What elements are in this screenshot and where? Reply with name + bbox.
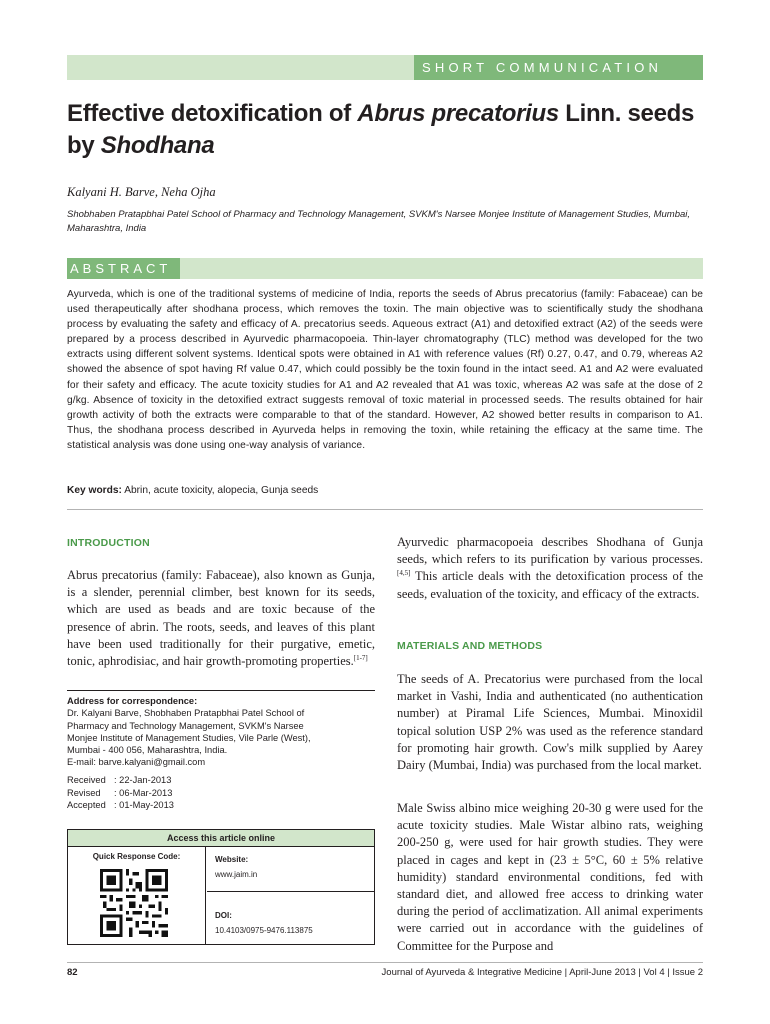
- abstract-bar: [67, 258, 703, 279]
- doi-link[interactable]: 10.4103/0975-9476.113875: [215, 926, 313, 935]
- correspondence-email[interactable]: E-mail: barve.kalyani@gmail.com: [67, 757, 206, 768]
- keywords: [67, 485, 318, 496]
- received-label: Received: [67, 775, 106, 785]
- affiliation: Shobhaben Pratapbhai Patel School of Pharmacy and Technology Management, SVKM's Narsee Monjee Institute of Management Studies, Mumbai, Maharashtra, India: [67, 209, 691, 234]
- dates-block: [67, 774, 174, 812]
- correspondence-block: [67, 695, 375, 769]
- journal-footer: Journal of Ayurveda & Integrative Medicine | April-June 2013 | Vol 4 | Issue 2: [381, 967, 703, 978]
- correspondence-line: Mumbai - 400 056, Maharashtra, India.: [67, 745, 228, 756]
- footer-rule: [67, 962, 703, 963]
- section-label: SHORT COMMUNICATION: [414, 55, 703, 80]
- correspondence-heading: Address for correspondence:: [67, 696, 198, 706]
- intro2-text-a: Ayurvedic pharmacopoeia describes Shodhana of Gunja seeds, which refers to its purification by various processes.: [397, 535, 703, 567]
- correspondence-line: Dr. Kalyani Barve, Shobhaben Pratapbhai Patel School of: [67, 708, 305, 719]
- divider: [67, 509, 703, 510]
- access-divider: [207, 891, 374, 892]
- introduction-paragraph: [67, 567, 375, 670]
- qr-panel: [68, 847, 206, 944]
- abstract-text: [67, 287, 703, 453]
- qr-label: Quick Response Code:: [92, 852, 181, 861]
- intro2-citation: [4,5]: [397, 569, 411, 578]
- accepted-label: Accepted: [67, 800, 106, 810]
- intro-text: Abrus precatorius (family: Fabaceae), also known as Gunja, is a slender, perennial climber, best known for its seeds, which are used as beads and are toxic because of the presence of abrin. The roots, seeds, and leaves of this plant have been used traditionally for their purgative, emetic, tonic, aphrodisiac, and hair growth-promoting properties.: [67, 568, 375, 669]
- section-banner: [67, 55, 703, 80]
- abstract-paragraph: Ayurveda, which is one of the traditional systems of medicine of India, reports the seeds of Abrus precatorius (family: Fabaceae) can be used therapeutically after shodhana process, which removes the toxin. The main objective was to scientifically study the shodhana process by evaluating the safety and efficacy of A. precatorius seeds. Aqueous extract (A1) and detoxified extract (A2) of the seeds were prepared by a process described in Ayurvedic pharmacopoeia. Thin-layer chromatography (TLC) method was developed for the two extracts using different solvent systems. Identical spots were obtained in A1 with reference values (Rf) 0.27, 0.47, and 0.79, whereas A2 showed the absence of spot having Rf value 0.47, which could possibly be the toxin found in the intact seed. A1 and A2 were evaluated for their safety and efficacy. The acute toxicity studies for A1 and A2 revealed that A1 was toxic, whereas A2 was safe at the dose of 2 g/kg. Absence of toxicity in the detoxified extract suggests removal of toxic material in processed seeds. The results obtained for hair growth activity of both the extracts were comparable to that of the standard. However, A2 showed better results in comparison to A1. Thus, the shodhana process described in Ayurveda helps in removing the toxin, while retaining the efficacy at the same time. The statistical analysis was done using one-way analysis of variance.: [67, 289, 703, 451]
- title-species: Abrus precatorius: [357, 100, 559, 127]
- keywords-value: Abrin, acute toxicity, alopecia, Gunja seeds: [124, 485, 319, 496]
- revised-date: : 06-Mar-2013: [114, 787, 173, 798]
- title-part-2: Linn. seeds by: [67, 100, 695, 159]
- revised-row: [67, 787, 174, 800]
- received-row: [67, 774, 174, 787]
- correspondence-line: Monjee Institute of Management Studies, Vile Parle (West),: [67, 732, 311, 743]
- correspondence-line: Pharmacy and Technology Management, SVKM's Narsee: [67, 720, 304, 731]
- revised-label: Revised: [67, 787, 101, 798]
- introduction-paragraph-2: [397, 534, 703, 603]
- abstract-label: ABSTRACT: [67, 258, 180, 279]
- title-part-1: Effective detoxification of: [67, 100, 358, 127]
- article-title: [67, 98, 707, 162]
- keywords-label: Key words:: [67, 485, 122, 496]
- methods-paragraph-2: Male Swiss albino mice weighing 20-30 g were used for the acute toxicity studies. Male Wistar albino rats, weighing 200-250 g, were used for hair growth studies. They were placed in cages and kept in (23 ± 5°C, 60 ± 5% relative humidity) standard environmental conditions, fed with standard diet, and allowed free access to drinking water during the period of acclimatization. All animal experiments were carried out in accordance with the guidelines of Committee for the Purpose and: [397, 801, 703, 953]
- access-heading: Access this article online: [68, 830, 374, 847]
- page-number: 82: [67, 967, 78, 978]
- correspondence-rule: [67, 690, 375, 691]
- website-link[interactable]: www.jaim.in: [215, 870, 258, 879]
- intro2-text-b: This article deals with the detoxification process of the seeds, evaluation of the toxicity, and efficacy of the extracts.: [397, 569, 703, 601]
- methods-heading: MATERIALS AND METHODS: [397, 640, 543, 652]
- title-method: Shodhana: [100, 132, 215, 159]
- methods-paragraph-1: The seeds of A. Precatorius were purchased from the local market in Vashi, India and authenticated (no authentication number) at Piramal Life Sciences, Mumbai. Minoxidil topical solution USP 2% was used as the reference standard for promoting hair growth. Cow's milk supplied by Aarey Dairy (Mumbai, India) was purchased from the local market.: [397, 672, 703, 773]
- accepted-row: [67, 799, 174, 812]
- access-box: [67, 829, 375, 945]
- website-label: Website:: [215, 855, 249, 864]
- accepted-date: : 01-May-2013: [114, 800, 174, 810]
- authors: Kalyani H. Barve, Neha Ojha: [67, 185, 216, 199]
- doi-label: DOI:: [215, 911, 232, 920]
- received-date: : 22-Jan-2013: [114, 775, 172, 785]
- qr-code-icon[interactable]: [100, 869, 168, 937]
- introduction-heading: INTRODUCTION: [67, 537, 150, 549]
- intro-citation: [1-7]: [353, 653, 368, 662]
